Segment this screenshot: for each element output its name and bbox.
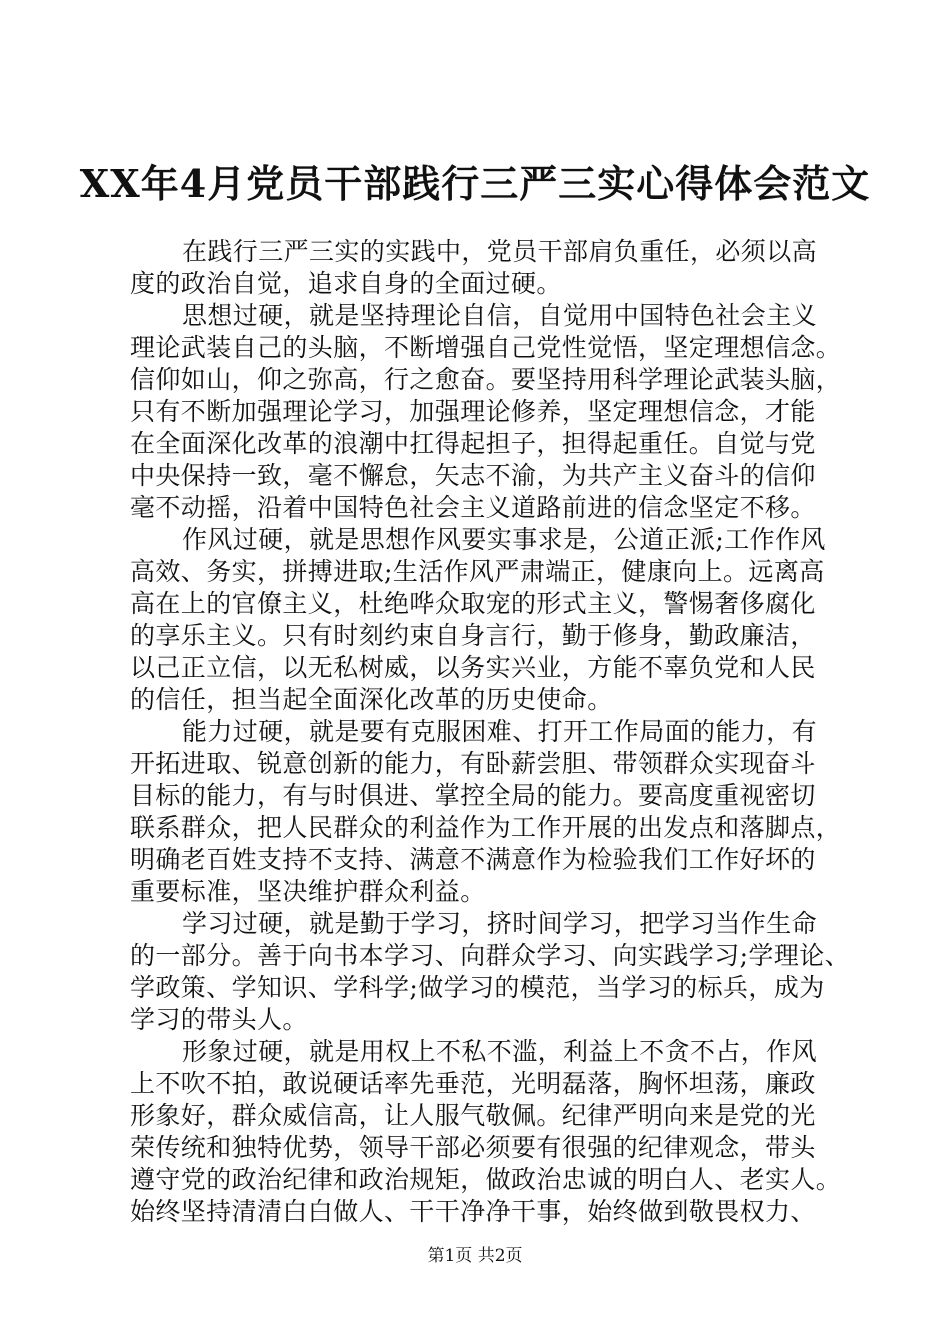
text-line: 开拓进取、锐意创新的能力，有卧薪尝胆、带领群众实现奋斗: [130, 749, 816, 778]
text-line: 上不吹不拍，敢说硬话率先垂范，光明磊落，胸怀坦荡，廉政: [130, 1069, 816, 1098]
text-line: 形象过硬，就是用权上不私不滥，利益上不贪不占，作风: [182, 1037, 818, 1066]
text-line: 高在上的官僚主义，杜绝哗众取宠的形式主义，警惕奢侈腐化: [130, 589, 816, 618]
text-line: 高效、务实，拼搏进取;生活作风严肃端正，健康向上。远离高: [130, 557, 825, 586]
text-line: 作风过硬，就是思想作风要实事求是，公道正派;工作作风: [182, 525, 826, 554]
text-line: 重要标准，坚决维护群众利益。: [130, 877, 486, 906]
text-line: 理论武装自己的头脑，不断增强自己党性觉悟，坚定理想信念。: [130, 333, 842, 362]
text-line: 在全面深化改革的浪潮中扛得起担子，担得起重任。自觉与党: [130, 429, 816, 458]
text-line: 信仰如山，仰之弥高，行之愈奋。要坚持用科学理论武装头脑，: [130, 365, 842, 394]
text-line: 的一部分。善于向书本学习、向群众学习、向实践学习;学理论、: [130, 941, 851, 970]
document-title: XX年4月党员干部践行三严三实心得体会范文: [79, 161, 871, 206]
text-line: 学习过硬，就是勤于学习，挤时间学习，把学习当作生命: [182, 909, 818, 938]
text-line: 以己正立信，以无私树威，以务实兴业，方能不辜负党和人民: [130, 653, 816, 682]
text-line: 的享乐主义。只有时刻约束自身言行，勤于修身，勤政廉洁，: [130, 621, 816, 650]
text-line: 中央保持一致，毫不懈怠，矢志不渝，为共产主义奋斗的信仰: [130, 461, 816, 490]
text-line: 在践行三严三实的实践中，党员干部肩负重任，必须以高: [182, 237, 818, 266]
text-line: 联系群众，把人民群众的利益作为工作开展的出发点和落脚点，: [130, 813, 842, 842]
text-line: 度的政治自觉，追求自身的全面过硬。: [130, 269, 562, 298]
text-line: 毫不动摇，沿着中国特色社会主义道路前进的信念坚定不移。: [130, 493, 816, 522]
text-line: 思想过硬，就是坚持理论自信，自觉用中国特色社会主义: [182, 301, 818, 330]
text-line: 明确老百姓支持不支持、满意不满意作为检验我们工作好坏的: [130, 845, 816, 874]
text-line: 始终坚持清清白白做人、干干净净干事，始终做到敬畏权力、: [130, 1197, 816, 1226]
text-line: 学习的带头人。: [130, 1005, 308, 1034]
text-line: 形象好，群众威信高，让人服气敬佩。纪律严明向来是党的光: [130, 1101, 816, 1130]
text-line: 学政策、学知识、学科学;做学习的模范，当学习的标兵，成为: [130, 973, 825, 1002]
text-line: 只有不断加强理论学习，加强理论修养，坚定理想信念，才能: [130, 397, 816, 426]
text-line: 能力过硬，就是要有克服困难、打开工作局面的能力，有: [182, 717, 818, 746]
page-indicator: 第1页 共2页: [427, 1246, 523, 1266]
text-line: 目标的能力，有与时俱进、掌控全局的能力。要高度重视密切: [130, 781, 816, 810]
text-line: 荣传统和独特优势，领导干部必须要有很强的纪律观念，带头: [130, 1133, 816, 1162]
text-line: 遵守党的政治纪律和政治规矩，做政治忠诚的明白人、老实人。: [130, 1165, 842, 1194]
text-line: 的信任，担当起全面深化改革的历史使命。: [130, 685, 613, 714]
document-body: [130, 236, 851, 1228]
